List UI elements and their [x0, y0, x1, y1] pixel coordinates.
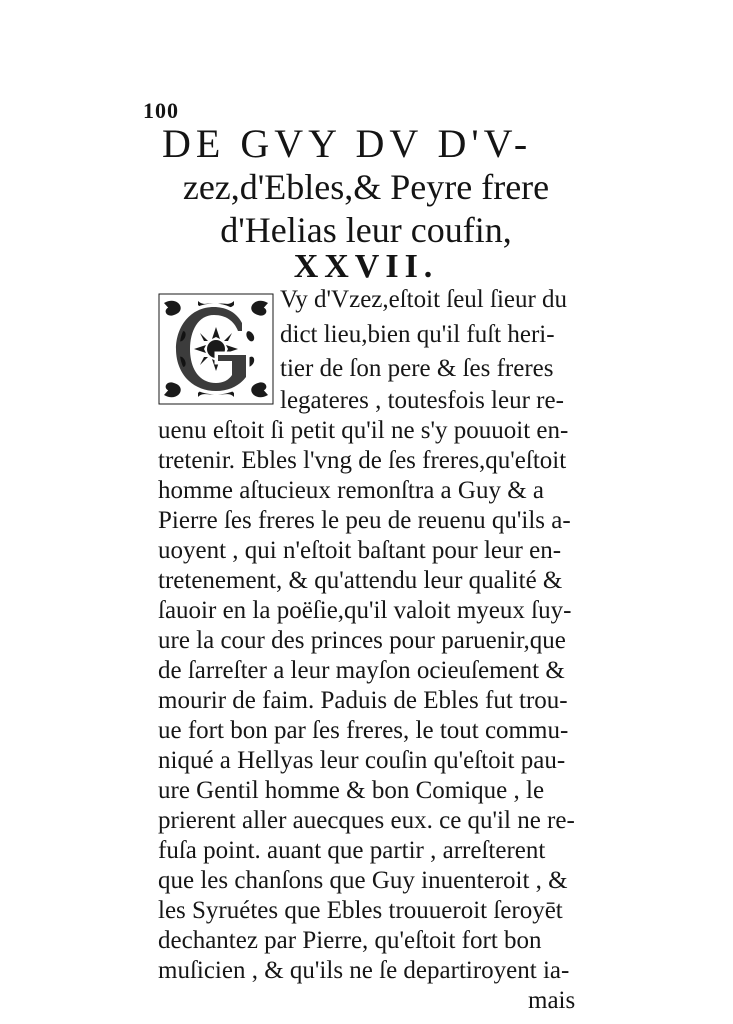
body-line: tier de ſon pere & ſes freres [280, 355, 554, 382]
body-line: ure Gentil homme & bon Comique , le [158, 777, 545, 804]
chapter-title-line-1: DE GVY DV D'V- [162, 121, 533, 166]
body-line: de ſarreſter a leur mayſon ocieuſement & [158, 657, 565, 684]
body-line: niqué a Hellyas leur couſin qu'eſtoit pau- [158, 747, 566, 774]
body-line: que les chanſons que Guy inuenteroit , & [158, 867, 568, 894]
body-line: ſauoir en la poëſie,qu'il valoit myeux ſuy- [158, 597, 572, 624]
body-line: homme aſtucieux remonſtra a Guy & a [158, 477, 544, 504]
chapter-title-line-2: zez,d'Ebles,& Peyre frere [182, 167, 550, 207]
decorated-initial [158, 293, 274, 405]
body-line: Pierre ſes freres le peu de reuenu qu'ils a- [158, 507, 571, 534]
body-line: uenu eſtoit ſi petit qu'il ne s'y pouuoit en- [158, 417, 569, 444]
body-line: dict lieu,bien qu'il fuſt heri- [280, 321, 555, 348]
body-line: muſicien , & qu'ils ne ſe departiroyent ia- [158, 957, 570, 984]
body-line: dechantez par Pierre, qu'eſtoit fort bon [158, 927, 542, 954]
body-line: mourir de faim. Paduis de Ebles fut trou- [158, 687, 568, 714]
page-number: 100 [143, 98, 179, 123]
body-line: ure la cour des princes pour paruenir,que [158, 627, 566, 654]
body-line: tretenement, & qu'attendu leur qualité & [158, 567, 563, 594]
body-line: prierent aller auecques eux. ce qu'il ne re- [158, 807, 575, 834]
body-line: legateres , toutesfois leur re- [280, 387, 564, 414]
body-line: uoyent , qui n'eſtoit baſtant pour leur en- [158, 537, 562, 564]
chapter-title-line-3: d'Helias leur coufin, [220, 210, 512, 250]
body-line: Vy d'Vzez,eſtoit ſeul ſieur du [280, 286, 568, 313]
body-line: les Syruétes que Ebles trouueroit ſeroyēt [158, 897, 563, 924]
body-line: fuſa point. auant que partir , arreſterent [158, 837, 546, 864]
body-line: tretenir. Ebles l'vng de ſes freres,qu'eſtoit [158, 447, 567, 474]
chapter-number: XXVII. [293, 248, 439, 285]
ornament-icon [158, 293, 274, 405]
body-line: ue fort bon par ſes freres, le tout commu- [158, 717, 569, 744]
catchword: mais [528, 987, 576, 1014]
